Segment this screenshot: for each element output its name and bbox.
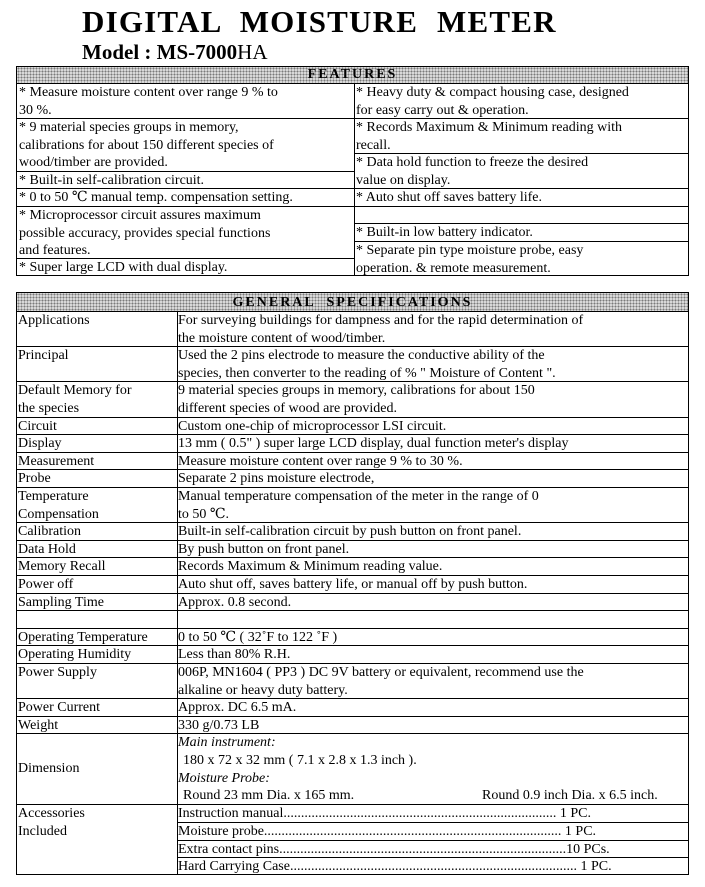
feature-left-item: calibrations for about 150 different species of [19,137,274,153]
spec-label: Power Current [18,700,101,716]
accessory-item: Instruction manual.............................................................................. 1 PC. [178,806,591,822]
model-suffix: HA [237,40,268,64]
dimension-label: Dimension [18,761,80,777]
spec-label: Compensation [18,506,99,522]
spec-value: 13 mm ( 0.5" ) super large LCD display, dual function meter's display [178,436,569,452]
feature-left-rule [17,118,354,119]
spec-value: 0 to 50 ℃ ( 32˚F to 122 ˚F ) [178,629,338,645]
spec-value: By push button on front panel. [178,541,350,557]
spec-value: Records Maximum & Minimum reading value. [178,559,443,575]
feature-left-item: * 9 material species groups in memory, [19,120,239,135]
spec-row-rule [17,698,688,699]
spec-label: Temperature [18,489,89,504]
dimension-probe-value-inch: Round 0.9 inch Dia. x 6.5 inch. [482,788,658,804]
spec-value: Measure moisture content over range 9 % to 30 %. [178,453,463,469]
feature-right-item: operation. & remote measurement. [356,260,551,276]
spec-label: Probe [18,471,51,487]
feature-right-rule [354,241,688,242]
spec-value: Manual temperature compensation of the meter in the range of 0 [178,489,539,504]
feature-right-item: * Heavy duty & compact housing case, designed [356,85,629,100]
feature-left-rule [17,171,354,172]
feature-left-item: * Measure moisture content over range 9 % to [19,85,278,100]
dimension-probe-value: Round 23 mm Dia. x 165 mm. [183,788,355,804]
spec-value: Approx. 0.8 second. [178,594,292,610]
spec-label: Memory Recall [18,559,106,575]
feature-right-rule [354,223,688,224]
spec-value: 006P, MN1604 ( PP3 ) DC 9V battery or equivalent, recommend use the [178,665,584,680]
feature-right-item: recall. [356,137,391,153]
feature-left-item: * Built-in self-calibration circuit. [19,173,205,188]
feature-right-item: * Data hold function to freeze the desired [356,155,589,170]
spec-label: Applications [18,313,90,328]
spec-value: different species of wood are provided. [178,401,397,416]
feature-right-item: * Built-in low battery indicator. [356,225,533,240]
spec-value: Approx. DC 6.5 mA. [178,700,297,716]
spec-value: Less than 80% R.H. [178,647,291,663]
feature-right-item: * Records Maximum & Minimum reading with [356,120,622,135]
spec-value: 9 material species groups in memory, calibrations for about 150 [178,383,535,399]
feature-right-rule [354,206,688,207]
spec-row-rule [17,610,688,611]
feature-right-rule [354,188,688,189]
spec-value: Built-in self-calibration circuit by push button on front panel. [178,524,522,540]
spec-label: Operating Temperature [18,629,148,645]
feature-left-rule [17,258,354,259]
model-label: Model : MS-7000 [82,40,238,64]
spec-value: to 50 ℃. [178,506,230,522]
spec-label: Operating Humidity [18,647,132,663]
spec-label: Display [18,436,62,452]
spec-label: Power off [18,577,74,592]
spec-label: Sampling Time [18,594,104,610]
accessories-label: Included [18,824,67,839]
model-line [82,40,268,65]
spec-value: Separate 2 pins moisture electrode, [178,471,375,487]
spec-label: Circuit [18,418,57,434]
feature-left-item: and features. [19,243,91,258]
spec-value: Used the 2 pins electrode to measure the conductive ability of the [178,348,545,364]
feature-right-item: for easy carry out & operation. [356,102,529,118]
spec-value: the moisture content of wood/timber. [178,330,386,346]
specifications-header: GENERAL SPECIFICATIONS [17,293,688,312]
feature-right-rule [354,118,688,119]
spec-label: Principal [18,348,69,364]
feature-left-item: * 0 to 50 ℃ manual temp. compensation setting. [19,190,293,205]
spec-value: For surveying buildings for dampness and for the rapid determination of [178,313,584,328]
feature-left-item: possible accuracy, provides special functions [19,225,271,241]
specifications-table [16,292,689,875]
accessory-item: Moisture probe..................................................................................... 1 PC. [178,824,597,839]
feature-right-item: * Auto shut off saves battery life. [356,190,542,205]
spec-value: 330 g/0.73 LB [178,717,260,733]
spec-label: Calibration [18,524,81,540]
spec-label: Data Hold [18,541,76,557]
spec-value: species, then converter to the reading of % " Moisture of Content ". [178,365,556,381]
accessory-item: Extra contact pins..................................................................................10 PCs. [178,841,610,857]
feature-left-item: 30 %. [19,102,52,118]
feature-left-item: wood/timber are provided. [19,155,168,170]
spec-label: Power Supply [18,665,97,680]
document-title: DIGITAL MOISTURE METER [82,4,557,39]
spec-value: Auto shut off, saves battery life, or manual off by push button. [178,577,528,592]
feature-left-rule [17,206,354,207]
spec-row-rule [17,593,688,594]
spec-label: Measurement [18,453,95,469]
feature-right-item: value on display. [356,172,451,188]
feature-right-rule [354,153,688,154]
spec-label: Default Memory for [18,383,132,399]
feature-left-item: * Super large LCD with dual display. [19,260,228,275]
features-divider [354,83,355,276]
dimension-probe-label: Moisture Probe: [178,770,270,786]
spec-row-rule [17,716,688,717]
feature-left-item: * Microprocessor circuit assures maximum [19,208,261,223]
accessories-label: Accessories [18,806,85,822]
accessory-item: Hard Carrying Case.................................................................................. 1 PC. [178,859,612,875]
spec-label: Weight [18,717,59,733]
features-header: FEATURES [17,67,688,84]
spec-row-rule [17,733,688,734]
features-table [16,66,689,276]
spec-label: the species [18,401,80,416]
dimension-main-value: 180 x 72 x 32 mm ( 7.1 x 2.8 x 1.3 inch ). [183,753,417,768]
dimension-main-label: Main instrument: [178,735,276,751]
feature-left-rule [17,188,354,189]
spec-value: alkaline or heavy duty battery. [178,682,348,698]
spec-row-rule [17,540,688,541]
feature-right-item: * Separate pin type moisture probe, easy [356,243,584,258]
spec-value: Custom one-chip of microprocessor LSI circuit. [178,418,447,434]
